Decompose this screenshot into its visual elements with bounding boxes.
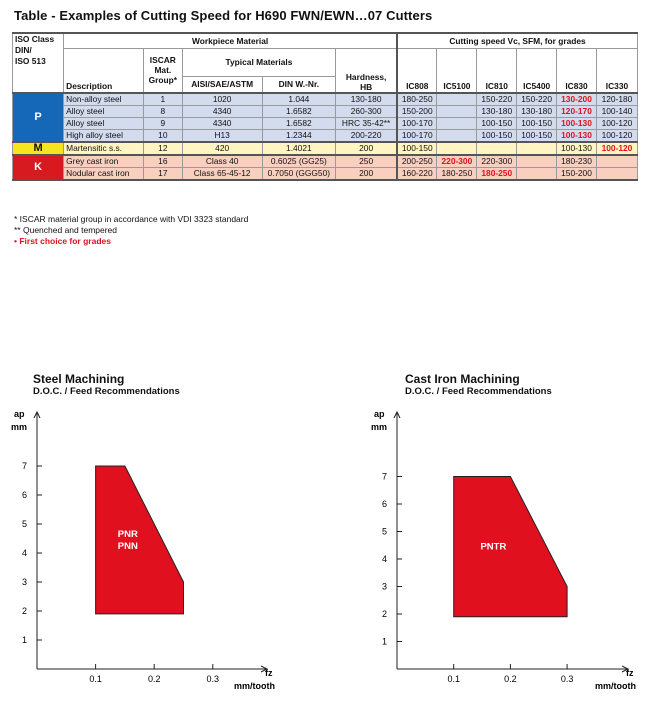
iscar-group: 17: [143, 167, 182, 180]
cast-iron-chart-subtitle: D.O.C. / Feed Recommendations: [405, 386, 552, 397]
table-row: [13, 129, 638, 142]
table-row: [13, 105, 638, 117]
grade-header-ic5400: IC5400: [517, 49, 557, 93]
speed-ic5400: [517, 167, 557, 180]
speed-ic5100: [437, 105, 477, 117]
footnote-first-choice: • First choice for grades: [14, 236, 111, 246]
speed-ic330: [596, 155, 637, 168]
speed-ic5400: 100-150: [517, 129, 557, 142]
region-label: PNN: [117, 540, 138, 552]
speed-ic830: 130-200: [557, 93, 597, 106]
y-tick-label: 7: [21, 461, 27, 471]
page-title: Table - Examples of Cutting Speed for H690 FWN/EWN…07 Cutters: [14, 8, 433, 23]
speed-ic810: 130-180: [477, 105, 517, 117]
speed-ic810: [477, 142, 517, 155]
hardness: 260-300: [336, 105, 397, 117]
description-header: Description: [64, 49, 144, 93]
hardness: 130-180: [336, 93, 397, 106]
speed-ic808: 100-150: [397, 142, 437, 155]
speed-ic5400: 150-220: [517, 93, 557, 106]
recommended-region: [96, 466, 184, 614]
x-tick-label: 0.1: [447, 674, 460, 684]
hardness: 200-220: [336, 129, 397, 142]
speed-ic5400: [517, 142, 557, 155]
y-tick-label: 6: [381, 499, 387, 509]
aisi-grade: 420: [182, 142, 262, 155]
y-tick-label: 4: [21, 548, 27, 558]
iso-class-k: K: [13, 155, 64, 180]
speed-ic5100: [437, 129, 477, 142]
speed-ic5400: 130-180: [517, 105, 557, 117]
aisi-header: AISI/SAE/ASTM: [182, 77, 262, 93]
steel-chart-subtitle: D.O.C. / Feed Recommendations: [33, 386, 180, 397]
speed-ic808: 100-170: [397, 117, 437, 129]
steel-chart-title: Steel Machining: [33, 372, 125, 386]
din-header: DIN W.-Nr.: [262, 77, 336, 93]
din-number: 1.4021: [262, 142, 336, 155]
speed-ic830: 150-200: [557, 167, 597, 180]
table-row: [13, 155, 638, 168]
iscar-group: 1: [143, 93, 182, 106]
table-row: [13, 93, 638, 106]
x-tick-label: 0.1: [89, 674, 102, 684]
footnotes: [14, 214, 248, 247]
y-tick-label: 3: [21, 577, 27, 587]
iscar-group: 9: [143, 117, 182, 129]
steel-chart: [0, 400, 300, 700]
recommended-region: [454, 477, 567, 617]
speed-ic810: 180-250: [477, 167, 517, 180]
iscar-group: 16: [143, 155, 182, 168]
speed-ic830: 100-130: [557, 129, 597, 142]
speed-ic808: 200-250: [397, 155, 437, 168]
y-tick-label: 5: [21, 519, 27, 529]
speed-ic5100: 220-300: [437, 155, 477, 168]
x-axis-label: fz: [626, 668, 634, 678]
speed-ic808: 180-250: [397, 93, 437, 106]
speed-ic810: 100-150: [477, 117, 517, 129]
y-tick-label: 1: [21, 635, 27, 645]
y-tick-label: 7: [381, 471, 387, 482]
grade-header-ic830: IC830: [557, 49, 597, 93]
speed-ic330: 100-120: [596, 117, 637, 129]
iso-class-m: M: [13, 142, 64, 155]
iscar-group-header: ISCAR Mat. Group*: [143, 49, 182, 93]
grade-header-ic810: IC810: [477, 49, 517, 93]
din-number: 1.6582: [262, 117, 336, 129]
x-axis-label: fz: [265, 668, 273, 678]
aisi-grade: Class 40: [182, 155, 262, 168]
hardness: 200: [336, 142, 397, 155]
material-description: Alloy steel: [64, 105, 144, 117]
din-number: 0.7050 (GGG50): [262, 167, 336, 180]
speed-ic830: 180-230: [557, 155, 597, 168]
region-label: PNR: [117, 528, 138, 540]
speed-ic830: 100-130: [557, 117, 597, 129]
aisi-grade: 4340: [182, 117, 262, 129]
din-number: 1.2344: [262, 129, 336, 142]
iscar-group: 12: [143, 142, 182, 155]
hardness: 250: [336, 155, 397, 168]
iscar-group: 10: [143, 129, 182, 142]
y-tick-label: 1: [381, 636, 387, 647]
aisi-grade: 1020: [182, 93, 262, 106]
speed-ic830: 120-170: [557, 105, 597, 117]
y-axis-unit: mm: [11, 422, 28, 432]
y-tick-label: 3: [381, 581, 387, 592]
din-number: 1.6582: [262, 105, 336, 117]
din-number: 0.6025 (GG25): [262, 155, 336, 168]
region-label: PNTR: [480, 541, 507, 553]
typical-materials-header: Typical Materials: [182, 49, 335, 77]
iscar-group: 8: [143, 105, 182, 117]
table-row: [13, 167, 638, 180]
speed-ic5400: [517, 155, 557, 168]
x-axis-unit: mm/tooth: [595, 681, 636, 691]
iso-class-p: P: [13, 93, 64, 142]
speed-ic810: 150-220: [477, 93, 517, 106]
y-axis-unit: mm: [371, 422, 388, 432]
y-tick-label: 4: [381, 554, 387, 564]
x-tick-label: 0.3: [560, 674, 574, 684]
grade-header-ic5100: IC5100: [437, 49, 477, 93]
speed-ic5100: [437, 93, 477, 106]
speed-ic5100: 180-250: [437, 167, 477, 180]
speed-ic810: 220-300: [477, 155, 517, 168]
table-row: [13, 117, 638, 129]
grade-header-ic330: IC330: [596, 49, 637, 93]
aisi-grade: Class 65-45-12: [182, 167, 262, 180]
speed-ic330: 100-120: [596, 142, 637, 155]
speed-ic808: 100-170: [397, 129, 437, 142]
grade-header-ic808: IC808: [397, 49, 437, 93]
speed-ic5100: [437, 142, 477, 155]
y-tick-label: 5: [381, 526, 387, 537]
speed-ic330: 120-180: [596, 93, 637, 106]
cutting-speed-header: Cutting speed Vc, SFM, for grades: [397, 33, 637, 49]
material-description: Nodular cast iron: [64, 167, 144, 180]
material-description: Grey cast iron: [64, 155, 144, 168]
footnote-quenched: ** Quenched and tempered: [14, 225, 118, 235]
cutting-speed-table: [12, 32, 638, 181]
speed-ic330: [596, 167, 637, 180]
speed-ic808: 150-200: [397, 105, 437, 117]
speed-ic330: 100-140: [596, 105, 637, 117]
table-row: [13, 142, 638, 155]
iso-class-header: ISO Class DIN/ ISO 513: [13, 33, 64, 93]
material-description: High alloy steel: [64, 129, 144, 142]
hardness-header: Hardness, HB: [336, 49, 397, 93]
x-axis-unit: mm/tooth: [234, 681, 275, 691]
hardness: 200: [336, 167, 397, 180]
speed-ic5400: 100-150: [517, 117, 557, 129]
din-number: 1.044: [262, 93, 336, 106]
material-description: Alloy steel: [64, 117, 144, 129]
material-description: Non-alloy steel: [64, 93, 144, 106]
speed-ic810: 100-150: [477, 129, 517, 142]
speed-ic830: 100-130: [557, 142, 597, 155]
cast-iron-chart-title: Cast Iron Machining: [405, 372, 520, 386]
aisi-grade: H13: [182, 129, 262, 142]
workpiece-material-header: Workpiece Material: [64, 33, 397, 49]
material-description: Martensitic s.s.: [64, 142, 144, 155]
y-axis-label: ap: [374, 409, 385, 419]
y-tick-label: 2: [21, 606, 27, 616]
aisi-grade: 4340: [182, 105, 262, 117]
x-tick-label: 0.3: [206, 674, 220, 684]
speed-ic5100: [437, 117, 477, 129]
x-tick-label: 0.2: [147, 674, 161, 684]
speed-ic330: 100-120: [596, 129, 637, 142]
y-axis-label: ap: [14, 409, 25, 419]
hardness: HRC 35-42**: [336, 117, 397, 129]
footnote-iscar-group: * ISCAR material group in accordance with VDI 3323 standard: [14, 214, 249, 224]
speed-ic808: 160-220: [397, 167, 437, 180]
cast-iron-chart: [360, 400, 665, 700]
y-tick-label: 2: [381, 609, 387, 619]
x-tick-label: 0.2: [504, 674, 517, 684]
y-tick-label: 6: [21, 490, 27, 500]
